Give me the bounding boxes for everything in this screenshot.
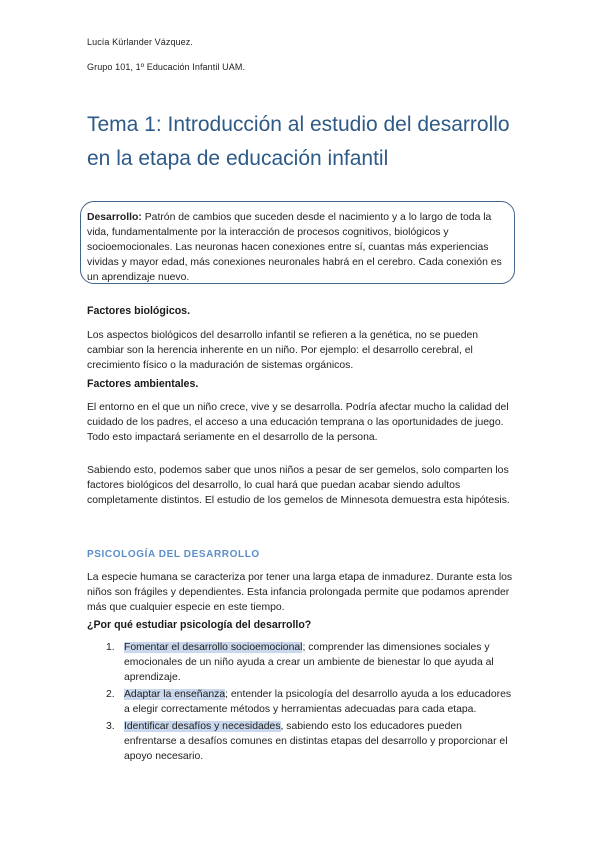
list-number: 3. (106, 721, 115, 732)
definition-box (80, 201, 515, 284)
paragraph-psicologia: La especie humana se caracteriza por tener una larga etapa de inmadurez. Durante esta los niños son frágiles y dependientes. Esta infancia prolongada permite que podamos aprender más que cualquier especie en este tiempo. (87, 572, 513, 613)
highlighted-phrase: Fomentar el desarrollo socioemocional (124, 642, 303, 653)
heading-factores-ambientales: Factores ambientales. (87, 378, 199, 390)
section-heading-psicologia: PSICOLOGÍA DEL DESARROLLO (87, 549, 260, 560)
list-item (87, 640, 517, 685)
paragraph-gemelos: Sabiendo esto, podemos saber que unos niños a pesar de ser gemelos, solo comparten los factores biológicos del desarrollo, lo cual hará que puedan acabar siendo adultos completamente distintos. El estudio de los gemelos de Minnesota demuestra esta hipótesis. (87, 465, 510, 506)
heading-factores-biologicos: Factores biológicos. (87, 305, 191, 317)
paragraph-ambientales: El entorno en el que un niño crece, vive y se desarrolla. Podría afectar mucho la calidad del cuidado de los padres, el acceso a una educación temprana o las oportunidades de juego. Todo esto impactará seriamente en el desarrollo de la persona. (87, 402, 509, 443)
definition-term: Desarrollo: (87, 212, 142, 223)
list-number: 1. (106, 642, 115, 653)
group-info: Grupo 101, 1º Educación Infantil UAM. (87, 62, 246, 72)
list-item-text: , sabiendo esto los educadores pueden enfrentarse a desafíos comunes en distintas etapas del desarrollo y proporcionar el apoyo necesario. (124, 721, 508, 762)
definition-text: Patrón de cambios que suceden desde el nacimiento y a lo largo de toda la vida, fundamentalmente por la interacción de procesos cognitivos, biológicos y socioemocionales. Las neuronas hacen conexiones entre sí, cuantas más experiencias vividas y mayor edad, más conexiones neuronales habrá en el cerebro. Cada conexión es un aprendizaje nuevo. (87, 212, 502, 283)
list-number: 2. (106, 689, 115, 700)
highlighted-phrase: Adaptar la enseñanza (124, 689, 226, 700)
list-item (87, 687, 517, 717)
page-title: Tema 1: Introducción al estudio del desarrollo en la etapa de educación infantil (87, 113, 510, 170)
list-item-text: ; comprender las dimensiones sociales y emocionales de un niño ayuda a crear un ambiente de bienestar lo que ayuda al aprendizaje. (124, 642, 494, 683)
reasons-list (87, 640, 517, 766)
list-item (87, 719, 517, 764)
paragraph-biologicos: Los aspectos biológicos del desarrollo infantil se refieren a la genética, no se pueden cambiar son la herencia inherente en un niño. Por ejemplo: el desarrollo cerebral, el crecimiento físico o la maduración de sistemas orgánicos. (87, 330, 479, 371)
question-heading: ¿Por qué estudiar psicología del desarrollo? (87, 619, 312, 631)
highlighted-phrase: Identificar desafíos y necesidades (124, 721, 281, 732)
list-item-text: ; entender la psicología del desarrollo ayuda a los educadores a elegir correctamente métodos y herramientas adecuadas para cada etapa. (124, 689, 512, 715)
author-name: Lucía Kürlander Vázquez. (87, 37, 193, 47)
